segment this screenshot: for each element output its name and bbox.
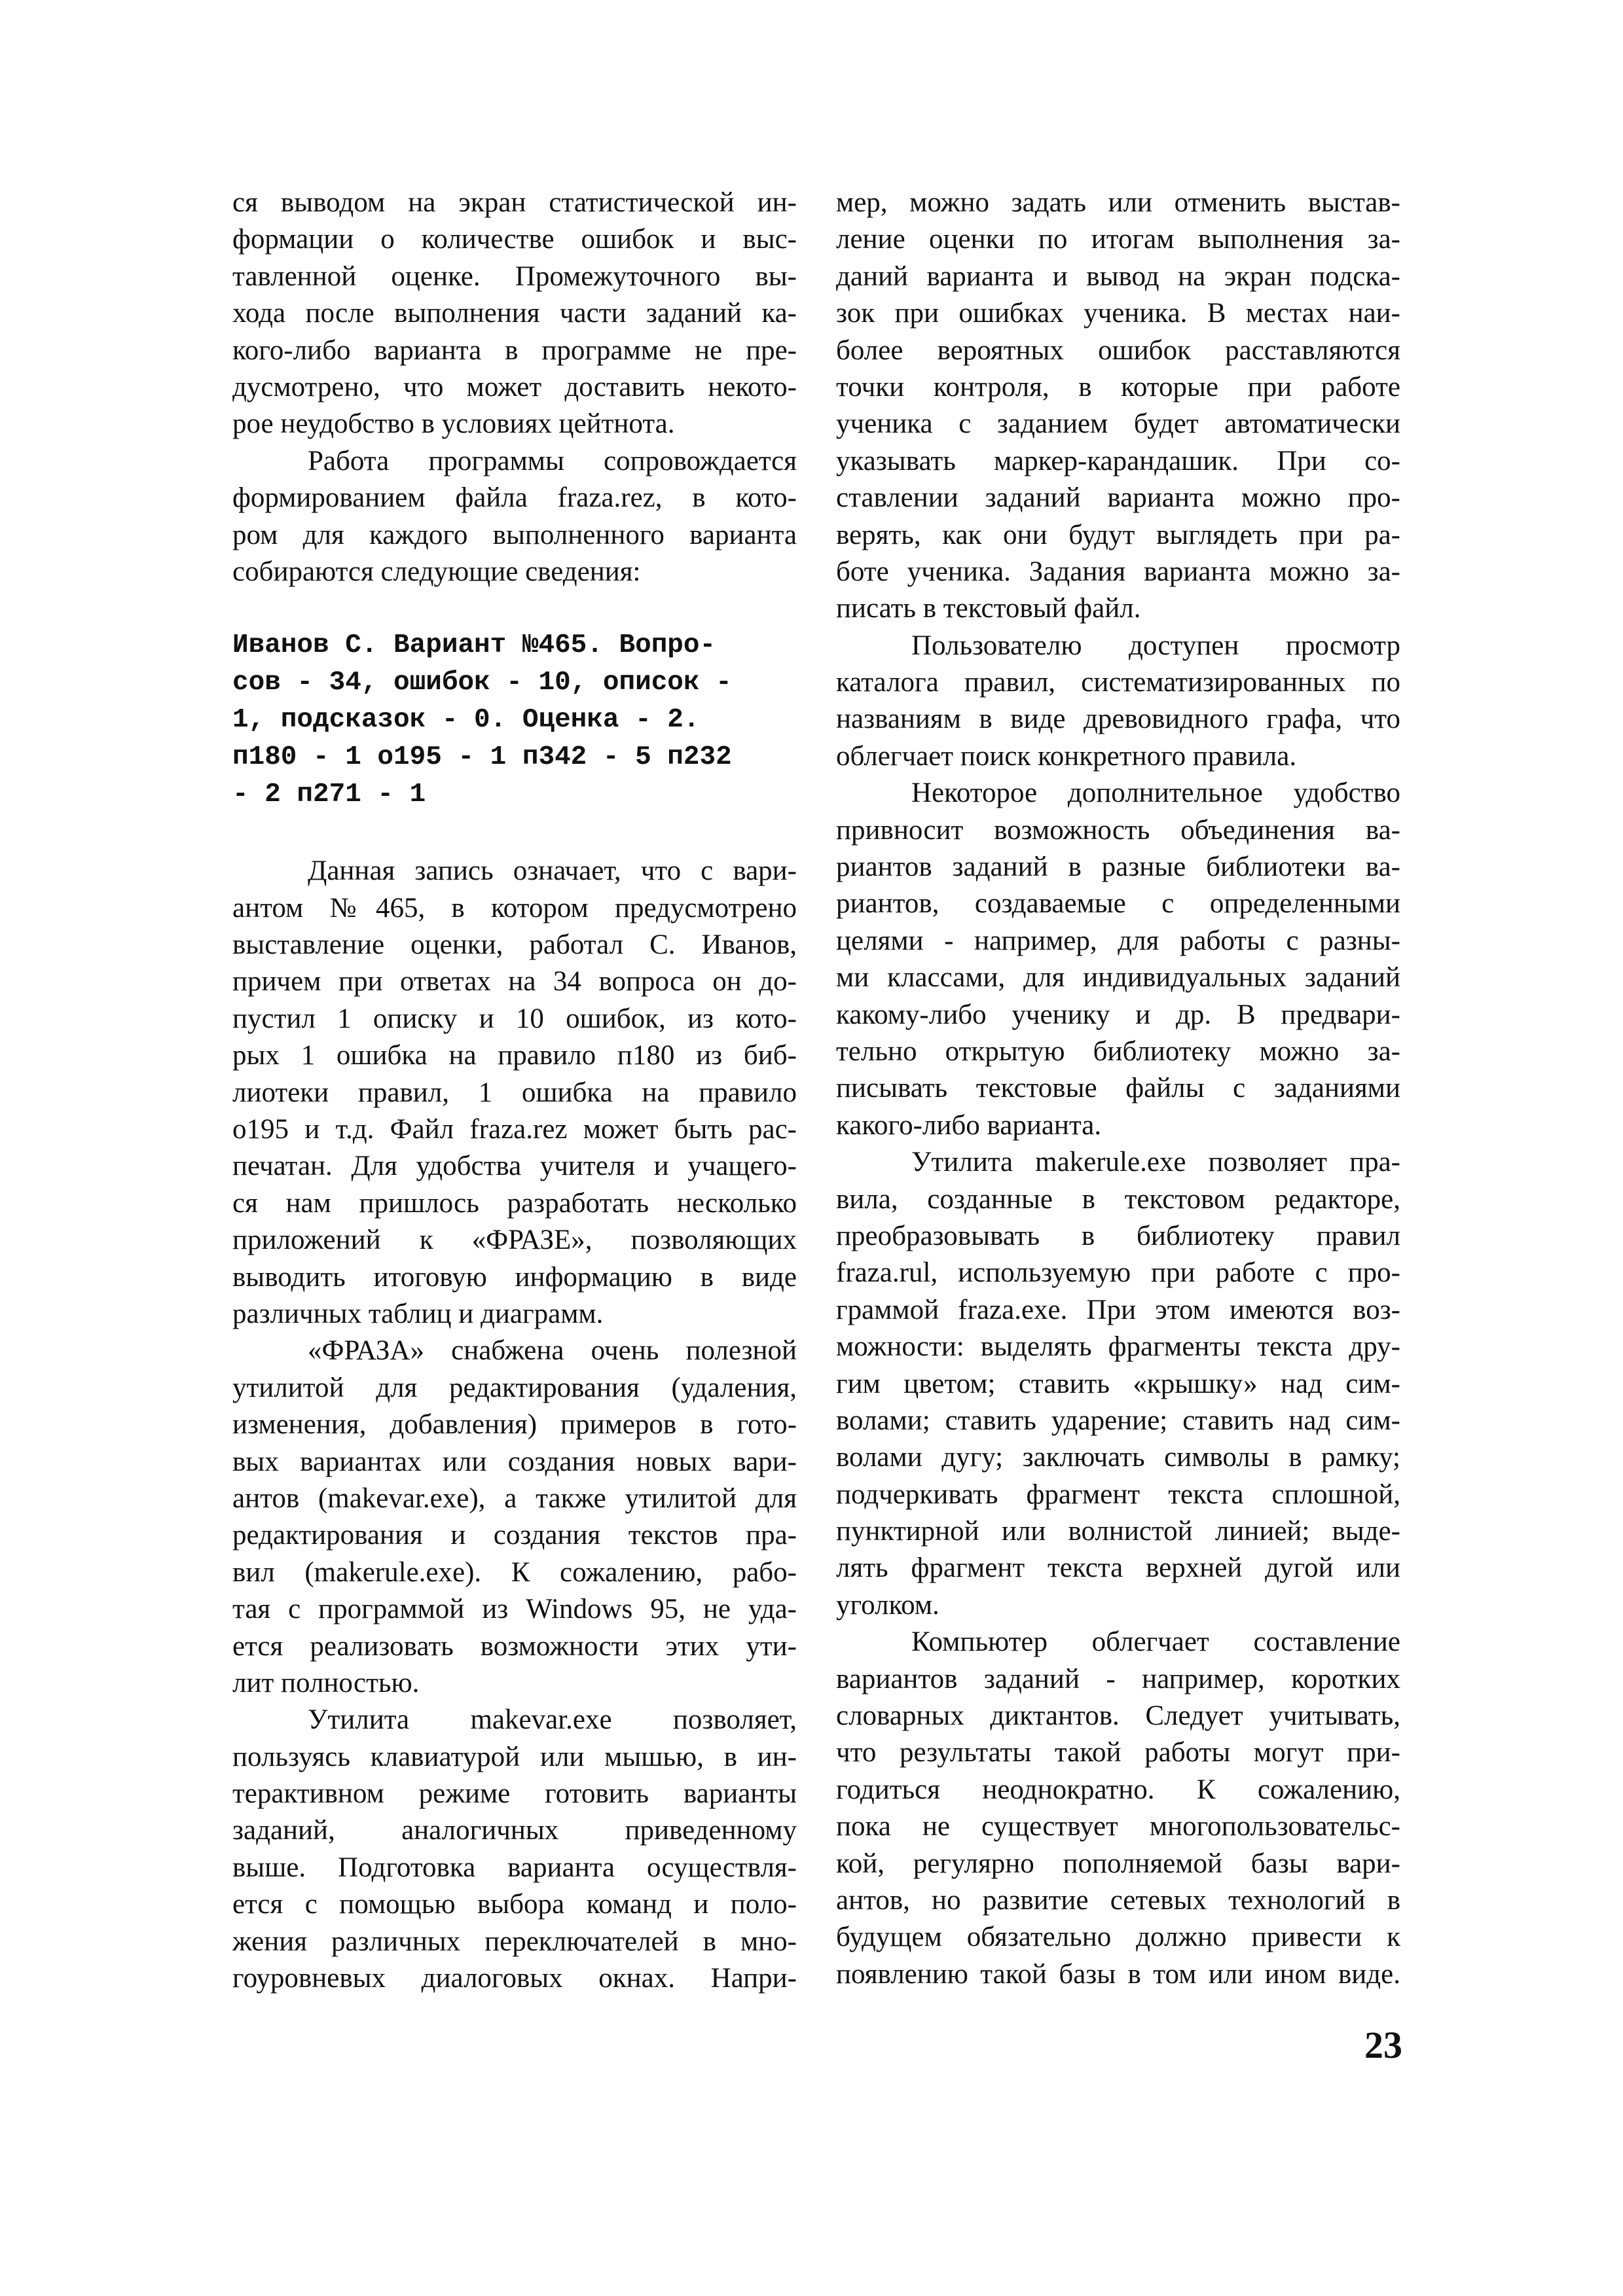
text-line: заданий, аналогичных приведенному — [232, 1815, 797, 1846]
text-line: о195 и т.д. Файл fraza.rez может быть рас- — [232, 1114, 797, 1145]
text-line: уголком. — [836, 1589, 939, 1621]
text-line: риантов, создаваемые с определенными — [836, 888, 1400, 920]
text-line: вых вариантах или создания новых вари- — [232, 1446, 797, 1477]
paragraph-rules-catalog — [836, 628, 1400, 776]
text-line: собираются следующие сведения: — [232, 556, 641, 587]
code-line: Иванов С. Вариант №465. Вопро- — [232, 630, 716, 661]
text-line: граммой fraza.exe. При этом имеются воз- — [836, 1294, 1400, 1325]
paragraph-result-file — [232, 443, 797, 591]
text-line: формированием файла fraza.rez, в кото- — [232, 482, 797, 514]
text-line: вил (makerule.exe). К сожалению, рабо- — [232, 1556, 797, 1588]
text-line: ется с помощью выбора команд и поло- — [232, 1889, 797, 1920]
text-line: утилитой для редактирования (удаления, — [232, 1372, 797, 1403]
paragraph-libraries — [836, 775, 1400, 1144]
text-line: ставлении заданий варианта можно про- — [836, 482, 1400, 514]
text-line: что результаты такой работы могут при- — [836, 1737, 1400, 1768]
text-line: можности: выделять фрагменты текста дру- — [836, 1331, 1400, 1363]
text-line: привносит возможность объединения ва- — [836, 814, 1400, 846]
text-line: различных таблиц и диаграмм. — [232, 1298, 604, 1329]
paragraph-record-meaning — [232, 853, 797, 1333]
text-line: печатан. Для удобства учителя и учащего- — [232, 1151, 797, 1182]
code-line: 1, подсказок - 0. Оценка - 2. — [232, 705, 700, 736]
text-line: писать в текстовый файл. — [836, 593, 1141, 624]
paragraph-utilities — [232, 1333, 797, 1702]
text-line: изменения, добавления) примеров в гото- — [232, 1409, 797, 1441]
text-line: дусмотрено, что может доставить некото- — [232, 371, 797, 403]
text-line: причем при ответах на 34 вопроса он до- — [232, 966, 797, 997]
text-line: зок при ошибках ученика. В местах наи- — [836, 298, 1400, 329]
paragraph-cell-output — [232, 185, 797, 443]
text-line: названиям в виде древовидного графа, что — [836, 704, 1400, 735]
text-line: какого-либо варианта. — [836, 1109, 1102, 1141]
text-line: пользуясь клавиатурой или мышью, в ин- — [232, 1741, 797, 1772]
text-line: каталога правил, систематизированных по — [836, 667, 1400, 698]
text-line: антом №465, в котором предусмотрено — [232, 892, 797, 924]
text-line: годиться неоднократно. К сожалению, — [836, 1774, 1400, 1805]
text-line: приложений к «ФРАЗЕ», позволяющих — [232, 1225, 797, 1256]
text-line: словарных диктантов. Следует учитывать, — [836, 1700, 1400, 1732]
code-line: п180 - 1 о195 - 1 п342 - 5 п232 — [232, 742, 732, 773]
text-line: fraza.rul, используемую при работе с про- — [836, 1257, 1400, 1289]
text-line: Некоторое дополнительное удобство — [911, 778, 1400, 809]
text-line: ление оценки по итогам выполнения за- — [836, 224, 1400, 255]
text-line: тая с программой из Windows 95, не уда- — [232, 1594, 797, 1625]
text-line: точки контроля, в которые при работе — [836, 371, 1400, 403]
text-line: жения различных переключателей в мно- — [232, 1926, 797, 1957]
text-line: какому-либо ученику и др. В предвари- — [836, 999, 1400, 1030]
text-line: ся выводом на экран статистической ин- — [232, 187, 797, 218]
text-line: будущем обязательно должно привести к — [836, 1922, 1400, 1953]
text-line: волами дугу; заключать символы в рамку; — [836, 1442, 1400, 1473]
text-line: редактирования и создания текстов пра- — [232, 1520, 797, 1551]
code-example — [232, 627, 797, 814]
text-line: рое неудобство в условиях цейтнота. — [232, 408, 675, 440]
text-line: Работа программы сопровождается — [308, 445, 797, 476]
text-line: Компьютер облегчает составление — [911, 1626, 1400, 1658]
text-line: волами; ставить ударение; ставить над сим- — [836, 1405, 1400, 1436]
text-line: пока не существует многопользовательс- — [836, 1811, 1400, 1842]
text-line: указывать маркер-карандашик. При со- — [836, 445, 1400, 476]
text-line: Утилита makevar.exe позволяет, — [308, 1704, 797, 1736]
text-line: рых 1 ошибка на правило п180 из биб- — [232, 1040, 797, 1071]
text-line: Данная запись означает, что с вари- — [308, 855, 797, 887]
text-line: тавленной оценке. Промежуточного вы- — [232, 260, 797, 292]
text-line: выше. Подготовка варианта осуществля- — [232, 1852, 797, 1883]
text-line: пунктирной или волнистой линией; выде- — [836, 1516, 1400, 1547]
text-line: преобразовывать в библиотеку правил — [836, 1220, 1400, 1251]
text-line: ученика с заданием будет автоматически — [836, 408, 1400, 440]
text-line: терактивном режиме готовить варианты — [232, 1778, 797, 1810]
text-line: формации о количестве ошибок и выс- — [232, 224, 797, 255]
paragraph-makerule — [836, 1144, 1400, 1624]
text-line: боте ученика. Задания варианта можно за- — [836, 556, 1400, 587]
text-line: кого-либо варианта в программе не пре- — [232, 334, 797, 366]
text-line: вила, созданные в текстовом редакторе, — [836, 1183, 1400, 1215]
text-line: ми классами, для индивидуальных заданий — [836, 962, 1400, 994]
text-line: целями - например, для работы с разны- — [836, 925, 1400, 956]
paragraph-grading-options — [836, 185, 1400, 628]
text-line: появлению такой базы в том или ином виде. — [836, 1958, 1400, 1990]
text-line: кой, регулярно пополняемой базы вари- — [836, 1848, 1400, 1879]
text-line: антов (makevar.exe), а также утилитой для — [232, 1482, 797, 1514]
text-line: риантов заданий в разные библиотеки ва- — [836, 852, 1400, 883]
text-line: гим цветом; ставить «крышку» над сим- — [836, 1368, 1400, 1399]
text-line: писывать текстовые файлы с заданиями — [836, 1073, 1400, 1104]
text-line: верять, как они будут выглядеть при ра- — [836, 519, 1400, 550]
text-line: ся нам пришлось разработать несколько — [232, 1187, 797, 1219]
text-line: пустил 1 описку и 10 ошибок, из кото- — [232, 1003, 797, 1034]
left-column — [232, 185, 797, 1997]
code-line: - 2 п271 - 1 — [232, 780, 426, 810]
text-line: даний варианта и вывод на экран подска- — [836, 260, 1400, 292]
paragraph-computer-variants — [836, 1624, 1400, 1993]
paragraph-makevar — [232, 1702, 797, 1997]
text-line: «ФРАЗА» снабжена очень полезной — [308, 1335, 797, 1367]
page-number: 23 — [1364, 2024, 1402, 2066]
code-line: сов - 34, ошибок - 10, описок - — [232, 668, 732, 698]
text-line: выставление оценки, работал С. Иванов, — [232, 929, 797, 961]
text-line: более вероятных ошибок расставляются — [836, 334, 1400, 366]
text-line: тельно открытую библиотеку можно за- — [836, 1035, 1400, 1067]
text-line: мер, можно задать или отменить выстав- — [836, 187, 1400, 218]
text-line: лиотеки правил, 1 ошибка на правило — [232, 1077, 797, 1108]
right-column — [836, 185, 1400, 1993]
text-line: лять фрагмент текста верхней дугой или — [836, 1552, 1400, 1584]
text-line: лит полностью. — [232, 1667, 420, 1698]
text-line: Пользователю доступен просмотр — [911, 630, 1400, 661]
text-line: ется реализовать возможности этих ути- — [232, 1630, 797, 1662]
text-line: антов, но развитие сетевых технологий в — [836, 1884, 1400, 1916]
text-line: гоуровневых диалоговых окнах. Напри- — [232, 1963, 797, 1994]
text-line: Утилита makerule.exe позволяет пра- — [911, 1147, 1400, 1178]
text-line: ром для каждого выполненного варианта — [232, 519, 797, 550]
text-line: хода после выполнения части заданий ка- — [232, 298, 797, 329]
text-line: вариантов заданий - например, коротких — [836, 1663, 1400, 1695]
text-line: подчеркивать фрагмент текста сплошной, — [836, 1479, 1400, 1510]
text-line: облегчает поиск конкретного правила. — [836, 740, 1297, 772]
text-line: выводить итоговую информацию в виде — [232, 1261, 797, 1293]
